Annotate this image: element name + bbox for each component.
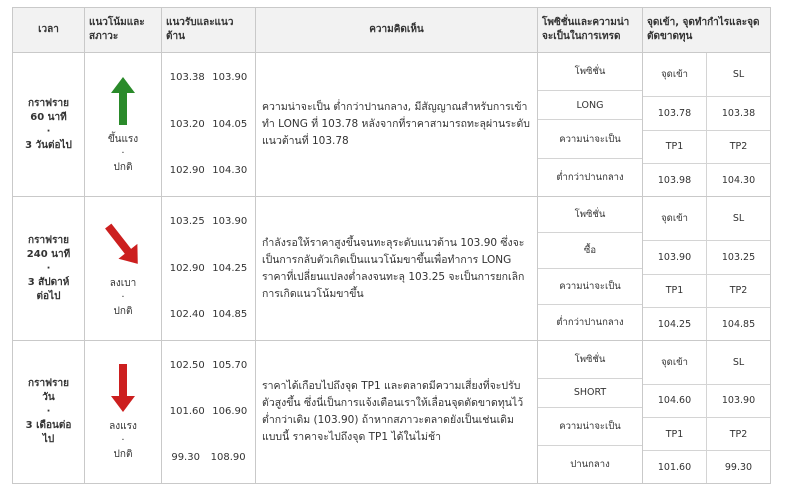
trend-cell xyxy=(85,341,162,484)
entry-value: TP2 xyxy=(707,418,771,451)
entries-row xyxy=(643,130,770,164)
support-value: 102.40 xyxy=(169,309,205,321)
timeframe-line: ต่อไป xyxy=(36,290,61,302)
level-row xyxy=(162,389,255,435)
positions-row xyxy=(538,305,642,340)
position-value: ซื้อ xyxy=(538,232,642,268)
positions-subtable xyxy=(538,53,642,196)
positions-cell xyxy=(538,197,643,341)
positions-row xyxy=(538,446,642,483)
positions-row xyxy=(538,158,642,196)
support-value: 101.60 xyxy=(169,405,205,417)
entry-value: TP1 xyxy=(643,274,707,308)
entries-row xyxy=(643,53,770,96)
position-value: ความน่าจะเป็น xyxy=(538,407,642,446)
trend-label: · xyxy=(121,435,125,446)
position-value: SHORT xyxy=(538,378,642,407)
timeframe-line: 3 เดือนต่อ xyxy=(25,420,72,431)
resistance-value: 104.05 xyxy=(212,118,248,130)
entries-subtable xyxy=(643,197,770,340)
trend-label: · xyxy=(121,291,125,303)
resistance-value: 108.90 xyxy=(210,452,246,464)
trend-label: ปกติ xyxy=(113,449,133,460)
entries-row xyxy=(643,418,770,451)
support-value: 99.30 xyxy=(171,452,200,464)
position-value: โพซิชั่น xyxy=(538,341,642,378)
entry-value: จุดเข้า xyxy=(643,341,707,384)
entry-value: 103.90 xyxy=(707,384,771,417)
entries-row xyxy=(643,341,770,384)
level-row xyxy=(162,55,255,102)
position-value: ปานกลาง xyxy=(570,459,610,471)
timeframe-line: · xyxy=(46,125,51,137)
position-value: ความน่าจะเป็น xyxy=(538,120,642,159)
header-trend: แนวโน้มและสภาวะ xyxy=(85,8,162,53)
timeframe-line: 60 นาที xyxy=(30,111,67,123)
entries-row xyxy=(643,164,770,196)
levels-cell xyxy=(162,341,256,484)
resistance-value: 104.85 xyxy=(212,309,248,321)
resistance-value: 103.90 xyxy=(212,71,248,83)
entry-value: TP1 xyxy=(643,130,707,164)
timeframe-line: 3 สัปดาห์ xyxy=(27,276,70,288)
entries-cell xyxy=(643,53,771,197)
level-row xyxy=(162,101,255,148)
position-value: ต่ำกว่าปานกลาง xyxy=(556,171,624,183)
entry-value: 104.85 xyxy=(707,308,771,340)
level-row xyxy=(162,435,255,481)
entry-value: SL xyxy=(707,197,771,240)
timeframe-cell xyxy=(13,53,85,197)
table-row xyxy=(13,53,771,197)
positions-row xyxy=(538,197,642,232)
positions-row xyxy=(538,268,642,304)
positions-row xyxy=(538,53,642,91)
trend-label: · xyxy=(121,147,125,159)
entries-row xyxy=(643,240,770,274)
entry-value: 103.38 xyxy=(707,96,771,130)
entry-value: 99.30 xyxy=(707,451,771,483)
position-value: โพซิชั่น xyxy=(538,53,642,91)
entries-row xyxy=(643,197,770,240)
header-levels: แนวรับและแนวต้าน xyxy=(162,8,256,53)
entry-value: SL xyxy=(707,341,771,384)
arrow-down-shape xyxy=(111,364,135,412)
positions-row xyxy=(538,407,642,446)
entry-value: 101.60 xyxy=(657,461,692,473)
positions-row xyxy=(538,91,642,120)
resistance-value: 103.90 xyxy=(212,215,248,227)
entry-value: 104.30 xyxy=(707,164,771,196)
support-value: 103.20 xyxy=(169,118,205,130)
resistance-value: 106.90 xyxy=(212,405,248,417)
resistance-value: 104.30 xyxy=(212,165,248,177)
support-value: 102.50 xyxy=(169,359,205,371)
positions-row xyxy=(538,378,642,407)
position-value: โพซิชั่น xyxy=(538,197,642,232)
timeframe-line: 3 วันต่อไป xyxy=(25,139,72,151)
levels-cell xyxy=(162,197,256,341)
arrow-down-icon xyxy=(85,362,161,414)
comment-cell: ความน่าจะเป็น ต่ำกว่าปานกลาง, มีสัญญาณสำหรับการเข้าทำ LONG ที่ 103.78 หลังจากที่ราคาสามารถทะลุผ่านระดับแนวต้านที่ 103.78 xyxy=(256,53,538,197)
entry-value: TP1 xyxy=(643,418,707,451)
trade-analysis-panel xyxy=(12,7,771,484)
positions-row xyxy=(538,341,642,378)
timeframe-line: ไป xyxy=(42,434,55,445)
arrow-down-right-icon xyxy=(85,219,161,271)
level-row xyxy=(162,292,255,339)
timeframe-line: · xyxy=(46,262,51,274)
timeframe-line: · xyxy=(46,406,51,417)
trade-analysis-table xyxy=(12,7,771,484)
header-row xyxy=(13,8,771,53)
timeframe-line: กราฟราย xyxy=(28,378,69,389)
entries-subtable xyxy=(643,53,770,196)
positions-cell xyxy=(538,53,643,197)
positions-row xyxy=(538,232,642,268)
support-value: 103.38 xyxy=(169,71,205,83)
entry-value: 103.90 xyxy=(643,240,707,274)
entry-value: TP2 xyxy=(707,130,771,164)
trend-label: ปกติ xyxy=(113,161,133,173)
entry-value: 104.60 xyxy=(643,384,707,417)
entry-value: 104.25 xyxy=(657,318,692,330)
trend-cell xyxy=(85,53,162,197)
positions-subtable xyxy=(538,341,642,483)
entry-value: TP2 xyxy=(707,274,771,308)
entries-row xyxy=(643,308,770,340)
trend-label: ลงเบา xyxy=(109,277,137,289)
header-positions: โพซิชั่นและความน่าจะเป็นในการเทรด xyxy=(538,8,643,53)
entry-value: จุดเข้า xyxy=(643,53,707,96)
trend-label: ลงแรง xyxy=(109,421,137,432)
trend-cell xyxy=(85,197,162,341)
table-row xyxy=(13,341,771,484)
level-row xyxy=(162,343,255,389)
position-value: ต่ำกว่าปานกลาง xyxy=(556,317,624,329)
table-row xyxy=(13,197,771,341)
entries-row xyxy=(643,384,770,417)
positions-cell xyxy=(538,341,643,484)
comment-cell: ราคาได้เกือบไปถึงจุด TP1 และตลาดมีความเสี่ยงที่จะปรับตัวสูงขึ้น ซึ่งนี่เป็นการแจ้งเตือนเราให้เลื่อนจุดตัดขาดทุนไว้ต่ำกว่าเดิม (103.90) ถ้าหากสภาวะตลาดยังเป็นเช่นเดิมแบบนี้ ราคาจะไปถึงจุด TP1 ได้ในไม่ช้า xyxy=(256,341,538,484)
arrow-up-shape xyxy=(111,77,135,125)
arrow-down-shape xyxy=(103,219,143,271)
entry-value: 103.25 xyxy=(707,240,771,274)
level-row xyxy=(162,199,255,246)
resistance-value: 105.70 xyxy=(212,359,248,371)
entry-value: 103.98 xyxy=(657,174,692,186)
trend-label: ขึ้นแรง xyxy=(107,133,139,145)
entry-value: จุดเข้า xyxy=(643,197,707,240)
entry-value: SL xyxy=(707,53,771,96)
entries-row xyxy=(643,274,770,308)
timeframe-line: 240 นาที xyxy=(26,248,71,260)
timeframe-cell xyxy=(13,341,85,484)
header-time: เวลา xyxy=(13,8,85,53)
position-value: ความน่าจะเป็น xyxy=(538,268,642,304)
resistance-value: 104.25 xyxy=(212,262,248,274)
arrow-up-icon xyxy=(85,75,161,127)
timeframe-line: กราฟราย xyxy=(28,234,69,246)
trend-label: ปกติ xyxy=(113,305,133,317)
entries-row xyxy=(643,96,770,130)
entries-subtable xyxy=(643,341,770,483)
levels-cell xyxy=(162,53,256,197)
timeframe-cell xyxy=(13,197,85,341)
timeframe-line: วัน xyxy=(42,392,55,403)
header-entry: จุดเข้า, จุดทำกำไรและจุดตัดขาดทุน xyxy=(643,8,771,53)
support-value: 103.25 xyxy=(169,215,205,227)
positions-subtable xyxy=(538,197,642,340)
level-row xyxy=(162,245,255,292)
support-value: 102.90 xyxy=(169,262,205,274)
entry-value: 103.78 xyxy=(643,96,707,130)
comment-cell: กำลังรอให้ราคาสูงขึ้นจนทะลุระดับแนวต้าน 103.90 ซึ่งจะเป็นการกลับตัวเกิดเป็นแนวโน้มขาขึ้นเพื่อทำการ LONG ราคาที่เปลี่ยนแปลงต่ำลงจนทะลุ 103.25 จะเป็นการยกเลิกการเกิดแนวโน้มขาขึ้น xyxy=(256,197,538,341)
level-row xyxy=(162,148,255,195)
support-value: 102.90 xyxy=(169,165,205,177)
entries-row xyxy=(643,451,770,483)
positions-row xyxy=(538,120,642,159)
position-value: LONG xyxy=(538,91,642,120)
entries-cell xyxy=(643,197,771,341)
entries-cell xyxy=(643,341,771,484)
timeframe-line: กราฟราย xyxy=(28,97,69,109)
header-comment: ความคิดเห็น xyxy=(256,8,538,53)
